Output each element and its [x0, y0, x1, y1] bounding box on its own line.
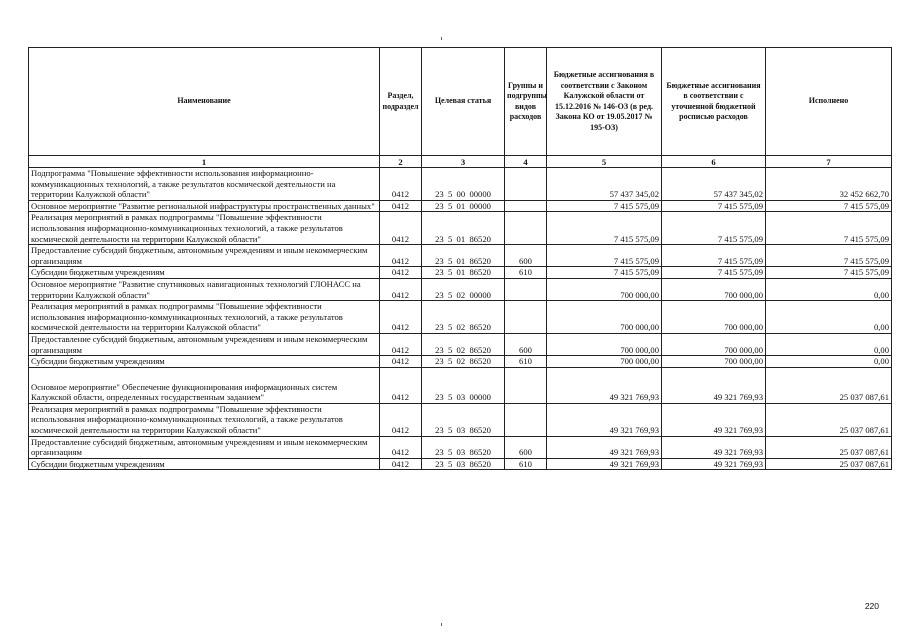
- row-expense-group-cell: 600: [505, 245, 547, 267]
- row-target-article-cell: 23 5 00 00000: [422, 168, 505, 201]
- scan-mark-top: [441, 37, 442, 40]
- row-budget-law-cell: 7 415 575,09: [547, 200, 662, 212]
- row-name-cell: Основное мероприятие "Развитие региональной инфраструктуры пространственных данных": [29, 200, 380, 212]
- header-executed: Исполнено: [766, 48, 892, 156]
- row-budget-law-cell: 7 415 575,09: [547, 212, 662, 245]
- row-name-cell: Реализация мероприятий в рамках подпрограммы "Повышение эффективности использования информационно-коммуникационных технологий, а также результатов космической деятельности на территории Калужской области": [29, 212, 380, 245]
- column-number: 2: [380, 156, 422, 168]
- row-budget-law-cell: 49 321 769,93: [547, 367, 662, 403]
- row-expense-group-cell: 610: [505, 267, 547, 279]
- row-executed-cell: 25 037 087,61: [766, 436, 892, 458]
- row-target-article-cell: 23 5 01 86520: [422, 212, 505, 245]
- row-expense-group-cell: [505, 301, 547, 334]
- row-target-article-cell: 23 5 03 86520: [422, 436, 505, 458]
- row-target-article-cell: 23 5 02 00000: [422, 278, 505, 300]
- row-section-cell: 0412: [380, 200, 422, 212]
- row-target-article-cell: 23 5 01 00000: [422, 200, 505, 212]
- row-section-cell: 0412: [380, 403, 422, 436]
- row-section-cell: 0412: [380, 301, 422, 334]
- row-section-cell: 0412: [380, 212, 422, 245]
- row-target-article-cell: 23 5 02 86520: [422, 301, 505, 334]
- row-expense-group-cell: [505, 212, 547, 245]
- row-target-article-cell: 23 5 02 86520: [422, 333, 505, 355]
- row-target-article-cell: 23 5 01 86520: [422, 245, 505, 267]
- header-budget-refined: Бюджетные ассигнования в соответствии с уточненной бюджетной росписью расходов: [662, 48, 766, 156]
- row-name-cell: Основное мероприятие "Развитие спутниковых навигационных технологий ГЛОНАСС на территории Калужской области": [29, 278, 380, 300]
- row-budget-law-cell: 57 437 345,02: [547, 168, 662, 201]
- table-row: [29, 245, 892, 267]
- row-section-cell: 0412: [380, 367, 422, 403]
- row-executed-cell: 7 415 575,09: [766, 267, 892, 279]
- column-number: 1: [29, 156, 380, 168]
- scan-mark-bottom: [441, 623, 442, 626]
- row-target-article-cell: 23 5 03 00000: [422, 367, 505, 403]
- row-name-cell: Предоставление субсидий бюджетным, автономным учреждениям и иным некоммерческим организациям: [29, 436, 380, 458]
- row-budget-law-cell: 49 321 769,93: [547, 458, 662, 470]
- row-name-cell: Предоставление субсидий бюджетным, автономным учреждениям и иным некоммерческим организациям: [29, 333, 380, 355]
- table-row: [29, 212, 892, 245]
- table-row: [29, 403, 892, 436]
- table-row: [29, 168, 892, 201]
- row-name-cell: Субсидии бюджетным учреждениям: [29, 267, 380, 279]
- row-executed-cell: 0,00: [766, 356, 892, 368]
- row-budget-law-cell: 49 321 769,93: [547, 436, 662, 458]
- row-executed-cell: 32 452 662,70: [766, 168, 892, 201]
- row-budget-law-cell: 49 321 769,93: [547, 403, 662, 436]
- table-row: [29, 436, 892, 458]
- row-executed-cell: 25 037 087,61: [766, 367, 892, 403]
- table-row: [29, 458, 892, 470]
- row-expense-group-cell: [505, 168, 547, 201]
- table-row: [29, 278, 892, 300]
- column-number: 6: [662, 156, 766, 168]
- row-expense-group-cell: [505, 403, 547, 436]
- budget-execution-table: [28, 47, 892, 470]
- row-executed-cell: 7 415 575,09: [766, 212, 892, 245]
- row-executed-cell: 0,00: [766, 333, 892, 355]
- table-row: [29, 333, 892, 355]
- row-budget-refined-cell: 7 415 575,09: [662, 245, 766, 267]
- row-budget-refined-cell: 700 000,00: [662, 301, 766, 334]
- header-section: Раздел, подраздел: [380, 48, 422, 156]
- header-expense-groups: Группы и подгруппы видов расходов: [505, 48, 547, 156]
- table-row: [29, 200, 892, 212]
- row-executed-cell: 0,00: [766, 301, 892, 334]
- column-number: 3: [422, 156, 505, 168]
- row-budget-refined-cell: 49 321 769,93: [662, 367, 766, 403]
- row-target-article-cell: 23 5 03 86520: [422, 403, 505, 436]
- row-name-cell: Реализация мероприятий в рамках подпрограммы "Повышение эффективности использования информационно-коммуникационных технологий, а также результатов космической деятельности на территории Калужской области": [29, 301, 380, 334]
- row-budget-refined-cell: 49 321 769,93: [662, 458, 766, 470]
- row-budget-law-cell: 7 415 575,09: [547, 267, 662, 279]
- row-name-cell: Основное мероприятие" Обеспечение функционирования информационных систем Калужской области, определенных государственным заданием": [29, 367, 380, 403]
- row-budget-law-cell: 700 000,00: [547, 356, 662, 368]
- row-target-article-cell: 23 5 03 86520: [422, 458, 505, 470]
- row-target-article-cell: 23 5 02 86520: [422, 356, 505, 368]
- table-row: [29, 267, 892, 279]
- row-expense-group-cell: 610: [505, 458, 547, 470]
- row-executed-cell: 25 037 087,61: [766, 458, 892, 470]
- row-expense-group-cell: 600: [505, 333, 547, 355]
- row-budget-law-cell: 700 000,00: [547, 333, 662, 355]
- row-section-cell: 0412: [380, 436, 422, 458]
- row-section-cell: 0412: [380, 278, 422, 300]
- row-executed-cell: 7 415 575,09: [766, 200, 892, 212]
- row-executed-cell: 25 037 087,61: [766, 403, 892, 436]
- row-expense-group-cell: [505, 200, 547, 212]
- row-budget-refined-cell: 700 000,00: [662, 356, 766, 368]
- table-row: [29, 356, 892, 368]
- row-expense-group-cell: 610: [505, 356, 547, 368]
- row-executed-cell: 7 415 575,09: [766, 245, 892, 267]
- row-name-cell: Субсидии бюджетным учреждениям: [29, 356, 380, 368]
- column-number: 7: [766, 156, 892, 168]
- header-row: [29, 48, 892, 156]
- header-budget-law: Бюджетные ассигнования в соответствии с Законом Калужской области от 15.12.2016 № 146-ОЗ (в ред. Закона КО от 19.05.2017 № 195-ОЗ): [547, 48, 662, 156]
- row-budget-refined-cell: 700 000,00: [662, 278, 766, 300]
- column-number: 4: [505, 156, 547, 168]
- row-budget-refined-cell: 49 321 769,93: [662, 403, 766, 436]
- page-number: 220: [864, 601, 879, 611]
- row-section-cell: 0412: [380, 168, 422, 201]
- row-target-article-cell: 23 5 01 86520: [422, 267, 505, 279]
- row-section-cell: 0412: [380, 458, 422, 470]
- column-number-row: [29, 156, 892, 168]
- row-name-cell: Предоставление субсидий бюджетным, автономным учреждениям и иным некоммерческим организациям: [29, 245, 380, 267]
- row-budget-refined-cell: 7 415 575,09: [662, 212, 766, 245]
- row-budget-refined-cell: 700 000,00: [662, 333, 766, 355]
- row-name-cell: Подпрограмма "Повышение эффективности использования информационно-коммуникационных технологий, а также результатов космической деятельности на территории Калужской области": [29, 168, 380, 201]
- row-budget-law-cell: 7 415 575,09: [547, 245, 662, 267]
- row-budget-law-cell: 700 000,00: [547, 278, 662, 300]
- row-budget-refined-cell: 7 415 575,09: [662, 200, 766, 212]
- row-expense-group-cell: [505, 278, 547, 300]
- row-expense-group-cell: 600: [505, 436, 547, 458]
- table-row: [29, 367, 892, 403]
- table-row: [29, 301, 892, 334]
- row-budget-refined-cell: 7 415 575,09: [662, 267, 766, 279]
- row-expense-group-cell: [505, 367, 547, 403]
- row-section-cell: 0412: [380, 333, 422, 355]
- row-section-cell: 0412: [380, 356, 422, 368]
- row-budget-refined-cell: 57 437 345,02: [662, 168, 766, 201]
- row-section-cell: 0412: [380, 245, 422, 267]
- row-budget-refined-cell: 49 321 769,93: [662, 436, 766, 458]
- row-executed-cell: 0,00: [766, 278, 892, 300]
- column-number: 5: [547, 156, 662, 168]
- header-name: Наименование: [29, 48, 380, 156]
- row-name-cell: Субсидии бюджетным учреждениям: [29, 458, 380, 470]
- row-name-cell: Реализация мероприятий в рамках подпрограммы "Повышение эффективности использования информационно-коммуникационных технологий, а также результатов космической деятельности на территории Калужской области": [29, 403, 380, 436]
- header-target-article: Целевая статья: [422, 48, 505, 156]
- row-budget-law-cell: 700 000,00: [547, 301, 662, 334]
- row-section-cell: 0412: [380, 267, 422, 279]
